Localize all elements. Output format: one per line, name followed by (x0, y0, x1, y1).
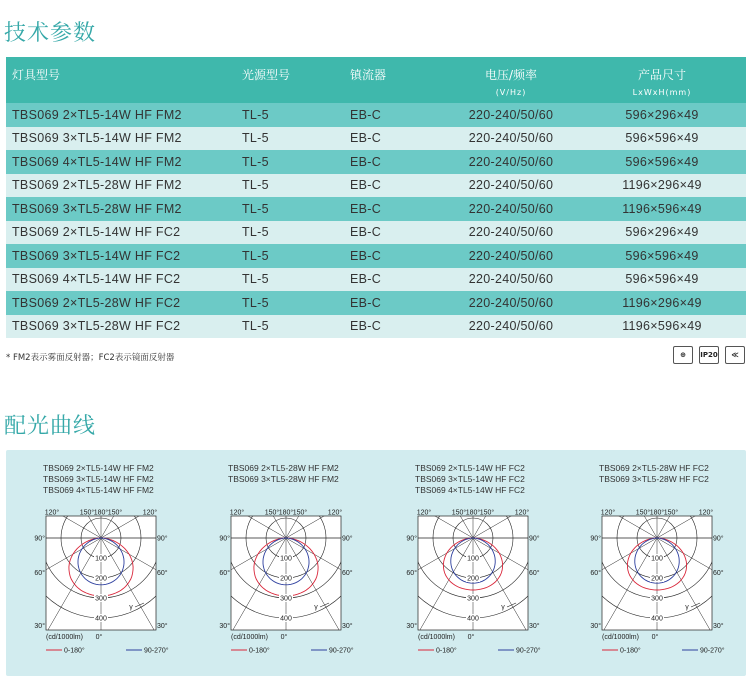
unit-label: (cd/1000lm) (602, 634, 639, 641)
cell-source: TL-5 (228, 127, 338, 151)
angle-label-150: 150° (79, 509, 95, 517)
angle-label-120: 120° (327, 509, 343, 517)
polar-chart (590, 508, 725, 660)
angle-label-150: 150° (451, 509, 467, 517)
angle-label-120: 120° (514, 509, 530, 517)
unit-label: (cd/1000lm) (231, 634, 268, 641)
cell-voltage: 220-240/50/60 (444, 127, 578, 151)
header-size (578, 57, 746, 103)
angle-label-30: 30° (157, 623, 168, 630)
cell-source: TL-5 (228, 291, 338, 315)
gamma-label: γ (129, 604, 133, 611)
radial-label: 300 (280, 595, 292, 603)
header-size-label: 产品尺寸 (637, 68, 686, 82)
unit-label: (cd/1000lm) (46, 634, 83, 641)
spec-table (6, 57, 746, 338)
cell-ballast: EB-C (338, 174, 444, 198)
cell-voltage: 220-240/50/60 (444, 268, 578, 292)
cell-source: TL-5 (228, 174, 338, 198)
angle-label-90: 90° (590, 535, 601, 543)
cell-voltage: 220-240/50/60 (444, 315, 578, 339)
section-title-light-distribution: 配光曲线 (4, 414, 97, 439)
legend-red-label: 0-180° (436, 647, 457, 655)
radial-label: 300 (651, 595, 663, 603)
cell-ballast: EB-C (338, 315, 444, 339)
angle-label-90: 90° (157, 535, 168, 543)
angle-label-30: 30° (34, 623, 45, 630)
cell-size: 596×596×49 (578, 150, 746, 174)
gamma-label: γ (501, 604, 505, 611)
angle-label-30: 30° (406, 623, 417, 630)
header-voltage (444, 57, 578, 103)
angle-label-120: 120° (44, 509, 60, 517)
angle-label-150: 150° (292, 509, 308, 517)
radial-label: 200 (280, 575, 292, 583)
angle-label-150: 150° (635, 509, 651, 517)
header-model: 灯具型号 (6, 57, 228, 103)
diagram-model-list (43, 463, 154, 496)
cell-ballast: EB-C (338, 197, 444, 221)
angle-label-60: 60° (406, 570, 417, 577)
diagram-model-list (599, 463, 709, 485)
angle-label-150: 150° (107, 509, 123, 517)
cell-model: TBS069 3×TL5-14W HF FC2 (6, 244, 228, 268)
radial-label: 400 (95, 615, 107, 623)
radial-label: 100 (467, 555, 479, 563)
cell-voltage: 220-240/50/60 (444, 197, 578, 221)
angle-label-60: 60° (590, 570, 601, 577)
table-row (6, 221, 746, 245)
angle-label-90: 90° (342, 535, 353, 543)
cell-model: TBS069 3×TL5-28W HF FM2 (6, 197, 228, 221)
angle-label-180: 180° (649, 509, 665, 517)
gamma-label: γ (314, 604, 318, 611)
ip20-icon: IP20 (699, 346, 719, 364)
table-row (6, 268, 746, 292)
cell-size: 596×596×49 (578, 268, 746, 292)
cell-size: 596×596×49 (578, 127, 746, 151)
angle-label-180: 180° (278, 509, 294, 517)
angle-label-60: 60° (34, 570, 45, 577)
diagram-model-name: TBS069 3×TL5-28W HF FM2 (228, 474, 339, 484)
cell-size: 596×296×49 (578, 103, 746, 127)
cell-model: TBS069 4×TL5-14W HF FM2 (6, 150, 228, 174)
angle-label-60: 60° (157, 570, 168, 577)
diagram-model-name: TBS069 3×TL5-14W HF FC2 (415, 474, 525, 484)
cell-ballast: EB-C (338, 268, 444, 292)
angle-label-90: 90° (713, 535, 724, 543)
table-row (6, 103, 746, 127)
header-size-unit: LxWxH(mm) (632, 88, 692, 97)
angle-label-30: 30° (713, 623, 724, 630)
cell-voltage: 220-240/50/60 (444, 103, 578, 127)
cell-voltage: 220-240/50/60 (444, 174, 578, 198)
cell-source: TL-5 (228, 150, 338, 174)
radial-label: 200 (467, 575, 479, 583)
legend-blue-label: 90-270° (144, 647, 169, 655)
cell-ballast: EB-C (338, 221, 444, 245)
cell-model: TBS069 2×TL5-14W HF FM2 (6, 103, 228, 127)
radial-label: 400 (651, 615, 663, 623)
cell-ballast: EB-C (338, 127, 444, 151)
radial-label: 100 (280, 555, 292, 563)
angle-label-150: 150° (663, 509, 679, 517)
angle-label-60: 60° (713, 570, 724, 577)
diagram-model-name: TBS069 2×TL5-14W HF FM2 (43, 463, 154, 473)
cell-model: TBS069 3×TL5-14W HF FM2 (6, 127, 228, 151)
angle-label-30: 30° (342, 623, 353, 630)
table-row (6, 197, 746, 221)
angle-label-150: 150° (264, 509, 280, 517)
radial-label: 300 (467, 595, 479, 603)
diagram-model-list (228, 463, 339, 485)
table-row (6, 244, 746, 268)
table-header-row (6, 57, 746, 103)
radial-label: 400 (280, 615, 292, 623)
angle-label-30: 30° (590, 623, 601, 630)
cell-source: TL-5 (228, 244, 338, 268)
header-source: 光源型号 (228, 57, 338, 103)
cell-ballast: EB-C (338, 291, 444, 315)
gamma-label: γ (685, 604, 689, 611)
polar-diagram (562, 460, 747, 670)
cell-size: 596×296×49 (578, 221, 746, 245)
radial-label: 200 (651, 575, 663, 583)
legend-red-label: 0-180° (249, 647, 270, 655)
radial-label: 300 (95, 595, 107, 603)
cell-source: TL-5 (228, 221, 338, 245)
table-row (6, 291, 746, 315)
angle-label-0: 0° (95, 634, 103, 641)
polar-chart (34, 508, 169, 660)
cell-size: 1196×596×49 (578, 315, 746, 339)
header-ballast: 镇流器 (338, 57, 444, 103)
header-voltage-label: 电压/频率 (484, 68, 538, 82)
angle-label-90: 90° (219, 535, 230, 543)
cell-model: TBS069 4×TL5-14W HF FC2 (6, 268, 228, 292)
polar-chart (219, 508, 354, 660)
table-row (6, 174, 746, 198)
radial-label: 400 (467, 615, 479, 623)
diagram-model-name: TBS069 3×TL5-14W HF FM2 (43, 474, 154, 484)
header-voltage-unit: (V/Hz) (495, 88, 527, 97)
angle-label-30: 30° (219, 623, 230, 630)
legend-blue-label: 90-270° (700, 647, 725, 655)
cell-voltage: 220-240/50/60 (444, 221, 578, 245)
polar-diagram (378, 460, 563, 670)
cell-size: 1196×296×49 (578, 174, 746, 198)
angle-label-60: 60° (219, 570, 230, 577)
cell-ballast: EB-C (338, 150, 444, 174)
cell-model: TBS069 2×TL5-14W HF FC2 (6, 221, 228, 245)
angle-label-60: 60° (529, 570, 540, 577)
angle-label-150: 150° (479, 509, 495, 517)
angle-label-0: 0° (467, 634, 475, 641)
angle-label-120: 120° (416, 509, 432, 517)
cell-voltage: 220-240/50/60 (444, 291, 578, 315)
angle-label-120: 120° (698, 509, 714, 517)
angle-label-0: 0° (280, 634, 288, 641)
cell-size: 596×596×49 (578, 244, 746, 268)
diagram-model-name: TBS069 4×TL5-14W HF FC2 (415, 485, 525, 495)
cell-voltage: 220-240/50/60 (444, 150, 578, 174)
section-title-technical-parameters: 技术参数 (4, 21, 97, 46)
angle-label-180: 180° (93, 509, 109, 517)
diagram-model-name: TBS069 3×TL5-28W HF FC2 (599, 474, 709, 484)
cell-ballast: EB-C (338, 244, 444, 268)
flammability-icon: ≪ (725, 346, 745, 364)
angle-label-120: 120° (142, 509, 158, 517)
cell-voltage: 220-240/50/60 (444, 244, 578, 268)
radial-label: 200 (95, 575, 107, 583)
footnote: * FM2表示雾面反射器；FC2表示镜面反射器 (6, 353, 175, 363)
table-row (6, 315, 746, 339)
cell-size: 1196×296×49 (578, 291, 746, 315)
table-row (6, 127, 746, 151)
angle-label-90: 90° (529, 535, 540, 543)
legend-blue-label: 90-270° (329, 647, 354, 655)
diagram-model-name: TBS069 2×TL5-14W HF FC2 (415, 463, 525, 473)
polar-diagram-panel (6, 450, 746, 676)
radial-label: 100 (95, 555, 107, 563)
legend-red-label: 0-180° (620, 647, 641, 655)
radial-label: 100 (651, 555, 663, 563)
angle-label-0: 0° (651, 634, 659, 641)
cell-source: TL-5 (228, 315, 338, 339)
angle-label-90: 90° (34, 535, 45, 543)
legend-blue-label: 90-270° (516, 647, 541, 655)
angle-label-60: 60° (342, 570, 353, 577)
angle-label-180: 180° (465, 509, 481, 517)
unit-label: (cd/1000lm) (418, 634, 455, 641)
protection-class-icon: ⊕ (673, 346, 693, 364)
diagram-model-list (415, 463, 525, 496)
diagram-model-name: TBS069 2×TL5-28W HF FM2 (228, 463, 339, 473)
cell-source: TL-5 (228, 268, 338, 292)
angle-label-30: 30° (529, 623, 540, 630)
cell-source: TL-5 (228, 103, 338, 127)
cell-source: TL-5 (228, 197, 338, 221)
cell-model: TBS069 2×TL5-28W HF FM2 (6, 174, 228, 198)
cell-model: TBS069 2×TL5-28W HF FC2 (6, 291, 228, 315)
polar-diagram (6, 460, 191, 670)
angle-label-120: 120° (229, 509, 245, 517)
table-row (6, 150, 746, 174)
cell-model: TBS069 3×TL5-28W HF FC2 (6, 315, 228, 339)
polar-diagram (191, 460, 376, 670)
cell-size: 1196×596×49 (578, 197, 746, 221)
diagram-model-name: TBS069 4×TL5-14W HF FM2 (43, 485, 154, 495)
diagram-model-name: TBS069 2×TL5-28W HF FC2 (599, 463, 709, 473)
polar-chart (406, 508, 541, 660)
angle-label-90: 90° (406, 535, 417, 543)
cell-ballast: EB-C (338, 103, 444, 127)
legend-red-label: 0-180° (64, 647, 85, 655)
angle-label-120: 120° (600, 509, 616, 517)
